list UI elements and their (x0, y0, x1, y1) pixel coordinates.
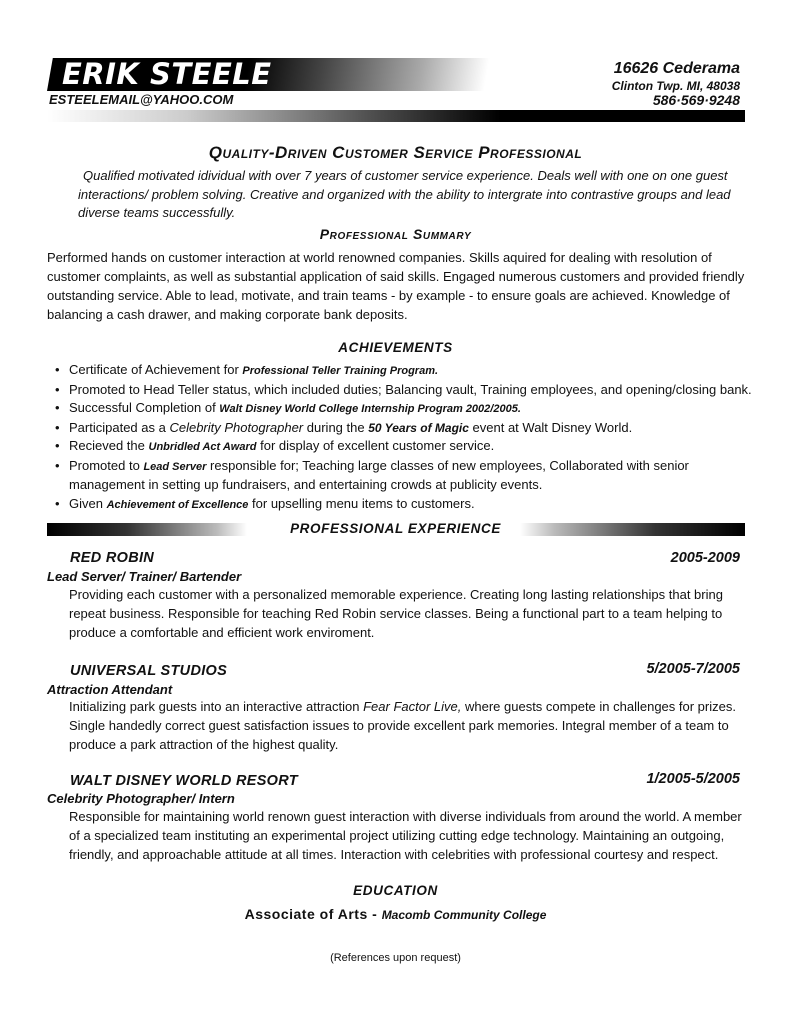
job-company: UNIVERSAL STUDIOS (70, 663, 228, 679)
achievement-item: • Promoted to Head Teller status, which included duties; Balancing vault, Training employees, and opening/closing bank. (55, 381, 755, 400)
objective-text: Qualified motivated idividual with over 7 years of customer service experience. Deals well with one on one guest interactions/ problem solving. Creative and organized with the ability to intergrate into contrastive groups and lead diverse teams successfully. (78, 168, 731, 220)
address-street: 16626 Cederama (613, 60, 740, 77)
job-role: Celebrity Photographer/ Intern (47, 791, 235, 806)
achievement-item: • Certificate of Achievement for Professional Teller Training Program. (55, 361, 755, 381)
achievements-list (55, 361, 755, 514)
phone-number: 586·569·9248 (652, 92, 740, 108)
job-dates: 1/2005-5/2005 (646, 771, 740, 787)
job-dates: 2005-2009 (670, 550, 740, 566)
job-company: RED ROBIN (70, 550, 155, 566)
education-heading: EDUCATION (353, 883, 438, 898)
summary-heading: Professional Summary (319, 226, 472, 242)
achievement-item: • Given Achievement of Excellence for upselling menu items to customers. (55, 495, 755, 515)
candidate-name: ERIK STEELE (62, 57, 272, 91)
headline: Quality-Driven Customer Service Professional (208, 143, 583, 162)
job-role: Lead Server/ Trainer/ Bartender (47, 569, 242, 584)
education-degree: Associate of Arts - (244, 906, 382, 922)
job-company: WALT DISNEY WORLD RESORT (70, 773, 298, 789)
achievement-item: • Promoted to Lead Server responsible for; Teaching large classes of new employees, Collaborated with senior management in setting up fundraisers, and entertaining crowds at publicity events. (55, 457, 755, 495)
achievements-heading: ACHIEVEMENTS (338, 340, 453, 355)
job-dates: 5/2005-7/2005 (646, 661, 740, 677)
achievement-item: • Recieved the Unbridled Act Award for display of excellent customer service. (55, 437, 755, 457)
job-role: Attraction Attendant (47, 682, 173, 697)
header-divider (47, 110, 745, 122)
education-school: Macomb Community College (381, 908, 547, 922)
education-entry (0, 906, 791, 922)
job-description: Providing each customer with a personalized memorable experience. Creating long lasting relationships that bring repeat business. Responsible for teaching Red Robin service classes. Being a functional part to a team helping to produce a comfortable and efficient work enviroment. (69, 587, 723, 640)
job-description: Initializing park guests into an interactive attraction Fear Factor Live, where guests compete in challenges for prizes. Single handedly correct guest satisfaction issues to provide excellent park memories. Integral member of a team to produce a park attraction of the highest quality. (69, 699, 736, 752)
summary-text: Performed hands on customer interaction at world renowned companies. Skills aquired for dealing with resolution of customer complaints, as well as substantial application of said skills. Engaged numerous customers and provided friendly outstanding service. Able to lead, motivate, and train teams - by example - to ensure goals are achieved. Knowledge of balancing a cash drawer, and making corporate bank deposits. (47, 250, 745, 322)
email-address: ESTEELEMAIL@YAHOO.COM (49, 92, 234, 107)
references-note: (References upon request) (330, 952, 461, 964)
address-city: Clinton Twp. MI, 48038 (611, 79, 740, 93)
job-description: Responsible for maintaining world renown guest interaction with diverse individuals from around the world. A member of a specialized team instituting an experimental project utilizing cutting edge technology. Maintaining an outgoing, friendly, and approachable attitude at all times. Interaction with celebrities with professional courtesy and respect. (69, 809, 742, 862)
achievement-item: • Successful Completion of Walt Disney World College Internship Program 2002/2005. (55, 399, 755, 419)
achievement-item: • Participated as a Celebrity Photographer during the 50 Years of Magic event at Walt Disney World. (55, 419, 755, 438)
experience-heading: PROFESSIONAL EXPERIENCE (290, 521, 501, 536)
